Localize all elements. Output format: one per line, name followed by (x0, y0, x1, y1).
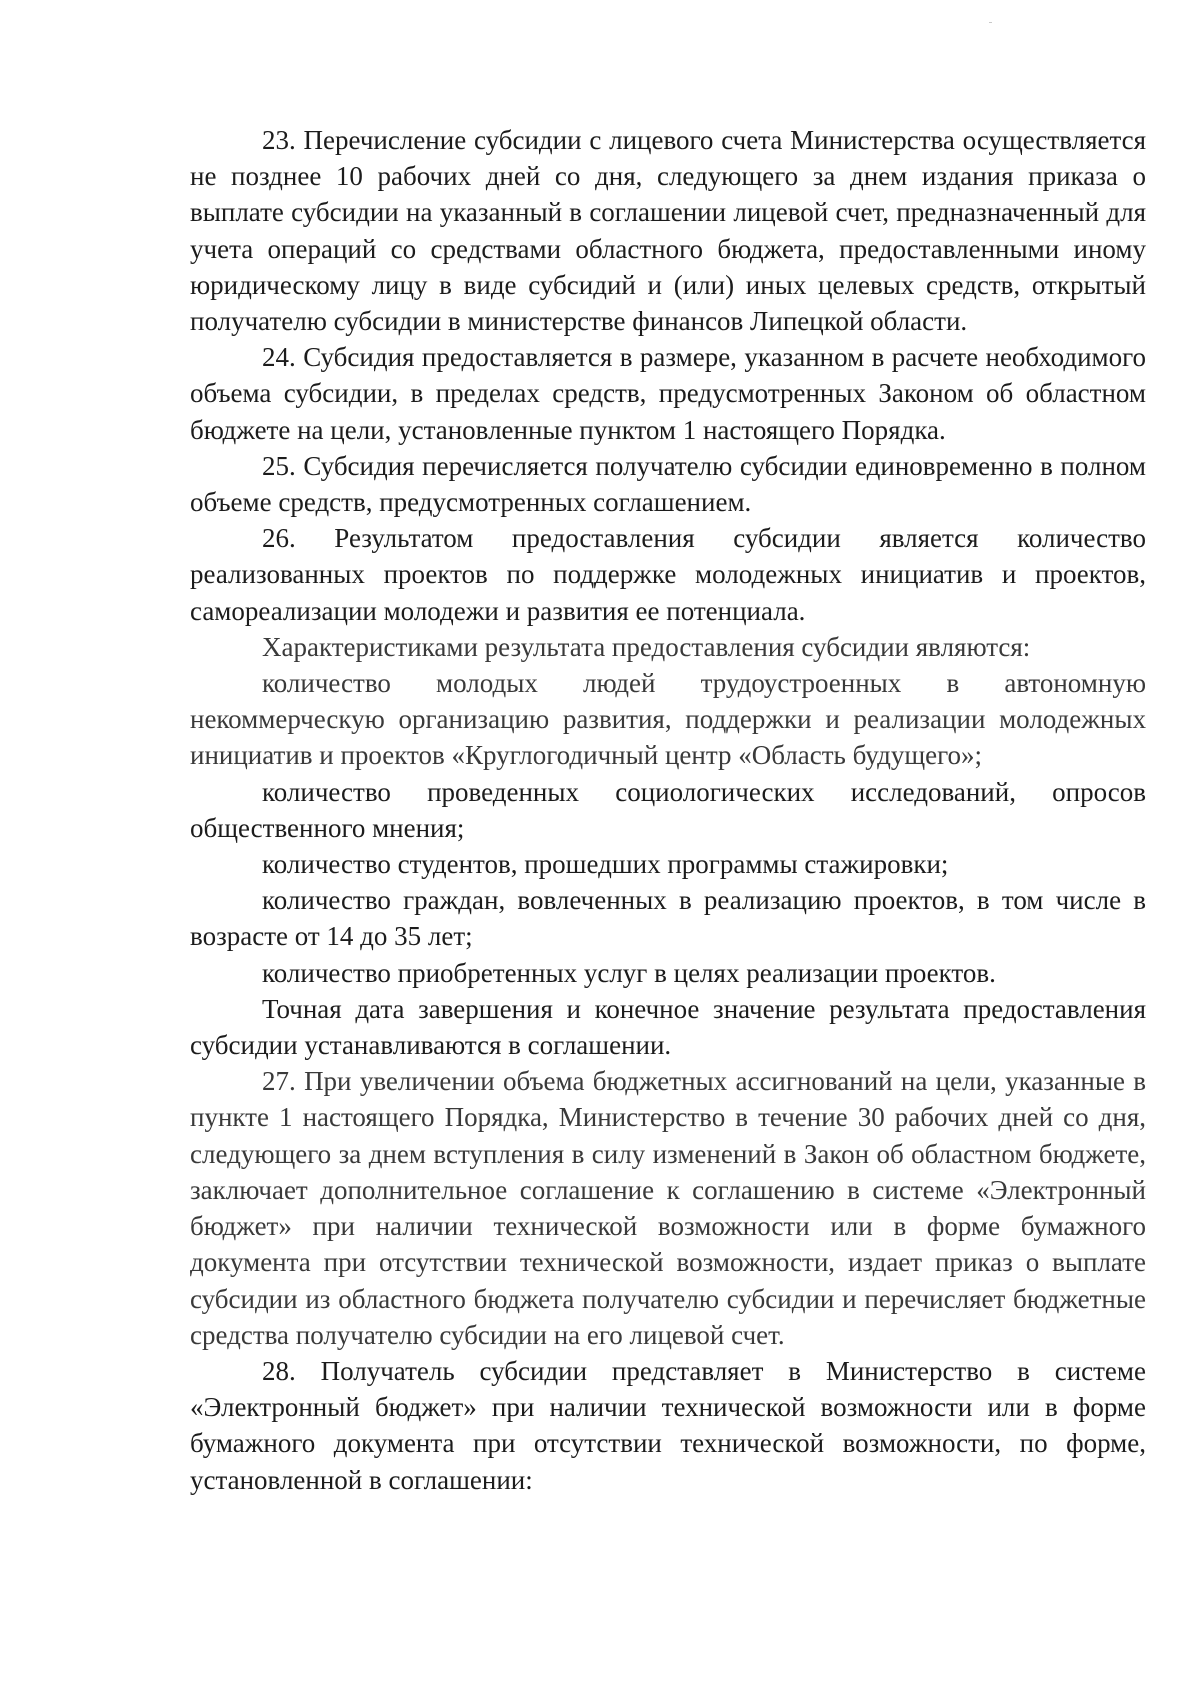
paragraph-number: 24. (262, 342, 296, 373)
scan-speck (989, 22, 992, 23)
paragraph-26 (190, 520, 1146, 629)
paragraph-text: Субсидия предоставляется в размере, указанном в расчете необходимого объема субсидии, в пределах средств, предусмотренных Законом об областном бюджете на цели, установленные пунктом 1 настоящего Порядка. (190, 342, 1146, 445)
paragraph-number: 26. (262, 523, 296, 554)
paragraph-text: количество молодых людей трудоустроенных в автономную некоммерческую организацию развития, поддержки и реализации молодежных инициатив и проектов «Круглогодичный центр «Область будущего»; (190, 668, 1146, 771)
paragraph-characteristics-intro (190, 629, 1146, 665)
document-body (190, 122, 1146, 1498)
list-item-young-people-employed (190, 665, 1146, 774)
paragraph-text: Результатом предоставления субсидии является количество реализованных проектов по поддержке молодежных инициатив и проектов, самореализации молодежи и развития ее потенциала. (190, 523, 1146, 626)
paragraph-result-date (190, 991, 1146, 1063)
paragraph-text: количество приобретенных услуг в целях реализации проектов. (262, 957, 996, 988)
paragraph-text: количество граждан, вовлеченных в реализацию проектов, в том числе в возрасте от 14 до 35 лет; (190, 885, 1146, 952)
paragraph-text: количество проведенных социологических исследований, опросов общественного мнения; (190, 776, 1146, 843)
paragraph-text: количество студентов, прошедших программы стажировки; (262, 849, 949, 880)
list-item-sociological-research (190, 774, 1146, 846)
paragraph-25 (190, 448, 1146, 520)
paragraph-number: 25. (262, 450, 296, 481)
paragraph-27 (190, 1063, 1146, 1353)
paragraph-23 (190, 122, 1146, 339)
paragraph-text: При увеличении объема бюджетных ассигнований на цели, указанные в пункте 1 настоящего Порядка, Министерство в течение 30 рабочих дней со дня, следующего за днем вступления в силу изменений в Закон об областном бюджете, заключает дополнительное соглашение к соглашению в системе «Электронный бюджет» при наличии технической возможности или в форме бумажного документа при отсутствии технической возможности, издает приказ о выплате субсидии из областного бюджета получателю субсидии и перечисляет бюджетные средства получателю субсидии на его лицевой счет. (190, 1066, 1147, 1350)
paragraph-text: Субсидия перечисляется получателю субсидии единовременно в полном объеме средств, предусмотренных соглашением. (190, 450, 1146, 518)
list-item-services-acquired (190, 955, 1146, 991)
paragraph-number: 23. (262, 125, 296, 155)
list-item-students-internship (190, 846, 1146, 882)
paragraph-text: Получатель субсидии представляет в Министерство в системе «Электронный бюджет» при наличии технической возможности или в форме бумажного документа при отсутствии технической возможности, по форме, установленной в соглашении: (190, 1355, 1146, 1495)
list-item-citizens-involved (190, 882, 1146, 954)
paragraph-text: Точная дата завершения и конечное значение результата предоставления субсидии устанавливаются в соглашении. (190, 993, 1146, 1061)
paragraph-number: 27. (262, 1066, 296, 1097)
paragraph-text: Характеристиками результата предоставления субсидии являются: (262, 631, 1031, 662)
paragraph-24 (190, 339, 1146, 448)
paragraph-28 (190, 1353, 1146, 1498)
paragraph-number: 28. (262, 1355, 296, 1386)
paragraph-text: Перечисление субсидии с лицевого счета Министерства осуществляется не позднее 10 рабочих дней со дня, следующего за днем издания приказа о выплате субсидии на указанный в соглашении лицевой счет, предназначенный для учета операций со средствами областного бюджета, предоставленными иному юридическому лицу в виде субсидий и (или) иных целевых средств, открытый получателю субсидии в министерстве финансов Липецкой области. (190, 125, 1147, 337)
